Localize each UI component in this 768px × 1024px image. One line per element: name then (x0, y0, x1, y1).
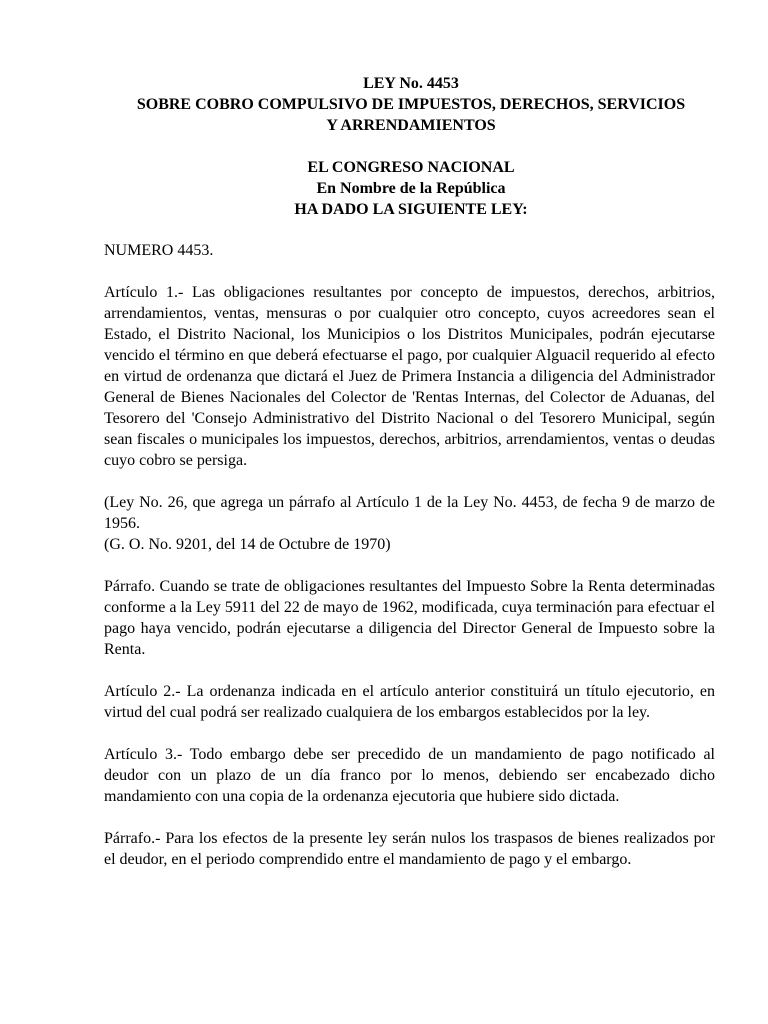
numero-paragraph: NUMERO 4453. (104, 242, 214, 259)
article-3-paragraph: Artículo 3.- Todo embargo debe ser precedido de un mandamiento de pago notificado al deudor con un plazo de un día franco por lo menos, debiendo ser encabezado dicho mandamiento con una copia de la ordenanza ejecutoria que hubiere sido dictada. (104, 746, 715, 805)
paragraph-2: Párrafo.- Para los efectos de la presente ley serán nulos los traspasos de bienes realizados por el deudor, en el periodo comprendido entre el mandamiento de pago y el embargo. (104, 830, 715, 868)
article-1-paragraph: Artículo 1.- Las obligaciones resultantes por concepto de impuestos, derechos, arbitrios, arrendamientos, ventas, mensuras o por cualquier otro concepto, cuyos acreedores sean el Estado, el Distrito Nacional, los Municipios o los Distritos Municipales, podrán ejecutarse vencido el término en que deberá efectuarse el pago, por cualquier Alguacil requerido al efecto en virtud de ordenanza que dictará el Juez de Primera Instancia a diligencia del Administrador General de Bienes Nacionales del Colector de 'Rentas Internas, del Colector de Aduanas, del Tesorero del 'Consejo Administrativo del Distrito Nacional o del Tesorero Municipal, según sean fiscales o municipales los impuestos, derechos, arbitrios, arrendamientos, ventas o deudas cuyo cobro se persiga. (104, 284, 715, 469)
document-header (104, 73, 718, 220)
has-given-heading: HA DADO LA SIGUIENTE LEY: (294, 201, 528, 218)
congress-heading: EL CONGRESO NACIONAL (307, 159, 515, 176)
in-name-heading: En Nombre de la República (316, 180, 506, 197)
article-2-paragraph: Artículo 2.- La ordenanza indicada en el artículo anterior constituirá un título ejecutorio, en virtud del cual podrá ser realizado cualquiera de los embargos establecidos por la ley. (104, 683, 715, 721)
header-spacer (104, 136, 718, 157)
law-title-line-2: Y ARRENDAMIENTOS (326, 117, 496, 134)
law-title-line-1: SOBRE COBRO COMPULSIVO DE IMPUESTOS, DERECHOS, SERVICIOS (136, 96, 686, 113)
gazette-note: (G. O. No. 9201, del 14 de Octubre de 1970) (104, 536, 391, 553)
paragraph-1: Párrafo. Cuando se trate de obligaciones resultantes del Impuesto Sobre la Renta determinadas conforme a la Ley 5911 del 22 de mayo de 1962, modificada, cuya terminación para efectuar el pago haya vencido, podrán ejecutarse a diligencia del Director General de Impuesto sobre la Renta. (104, 578, 715, 658)
document-body (104, 240, 715, 891)
law-26-note: (Ley No. 26, que agrega un párrafo al Artículo 1 de la Ley No. 4453, de fecha 9 de marzo de 1956. (104, 494, 715, 532)
law-number: LEY No. 4453 (363, 75, 459, 92)
